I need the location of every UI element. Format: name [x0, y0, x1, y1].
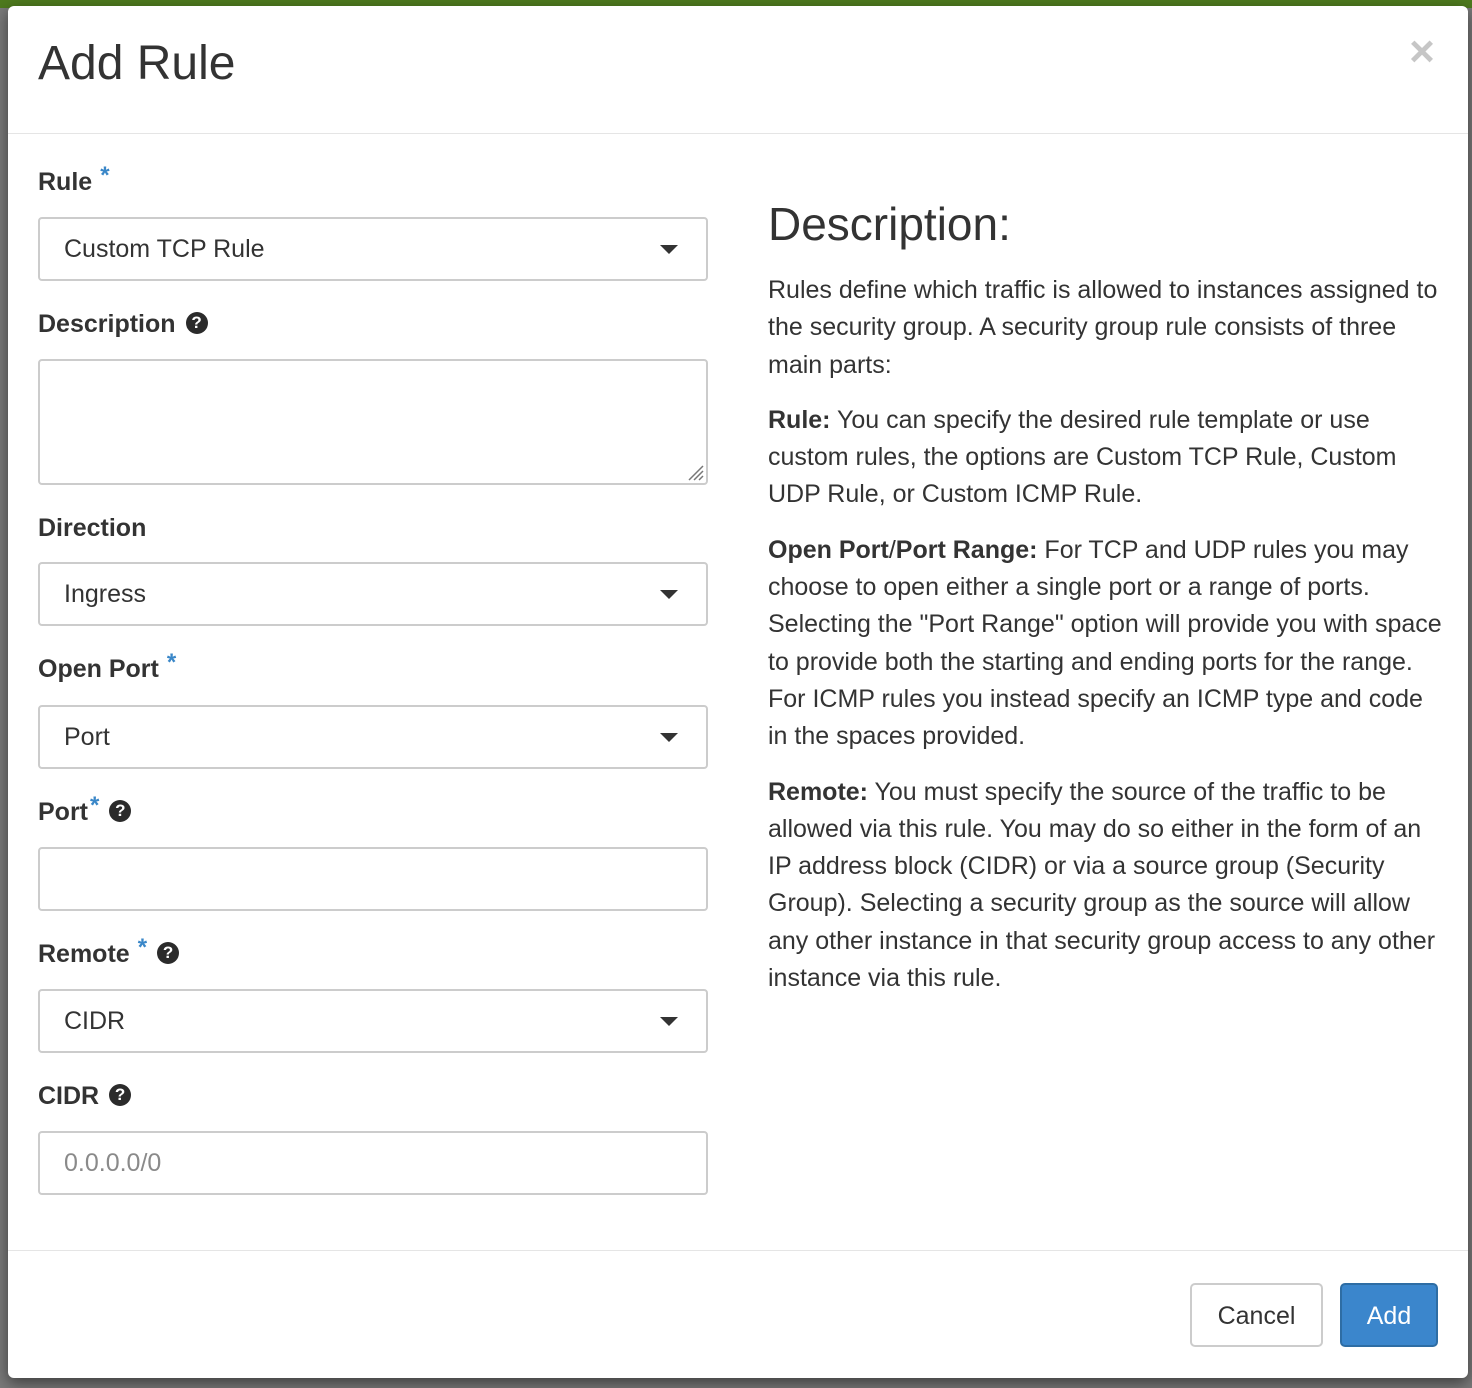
cancel-button[interactable]: Cancel [1190, 1283, 1323, 1347]
help-open-port-separator: / [888, 535, 896, 564]
help-rule-paragraph [768, 402, 1448, 514]
dialog-header [8, 6, 1468, 134]
port-input[interactable] [38, 847, 708, 911]
chevron-down-icon [660, 590, 678, 599]
remote-select[interactable] [38, 989, 708, 1053]
help-rule-term: Rule: [768, 405, 831, 434]
required-marker: * [100, 162, 110, 189]
cidr-label: CIDR ? [38, 1082, 131, 1111]
open-port-select[interactable] [38, 705, 708, 769]
description-textarea[interactable] [38, 359, 708, 485]
direction-label: Direction [38, 514, 147, 542]
help-intro: Rules define which traffic is allowed to instances assigned to the security group. A security group rule consists of three main parts: [768, 276, 1438, 379]
rule-select[interactable] [38, 217, 708, 281]
help-title: Description: [768, 198, 1011, 250]
add-rule-dialog [8, 6, 1468, 1378]
chevron-down-icon [660, 245, 678, 254]
resize-grip-icon[interactable] [684, 461, 704, 481]
help-remote-text: You must specify the source of the traffic to be allowed via this rule. You may do so either in the form of an IP address block (CIDR) or via a source group (Security Group). Selecting a security group as the source will allow any other instance in that security group access to any other instance via this rule. [768, 777, 1436, 993]
add-button[interactable]: Add [1340, 1283, 1438, 1347]
question-circle-icon[interactable]: ? [157, 942, 179, 964]
cidr-placeholder: 0.0.0.0/0 [64, 1149, 162, 1177]
rule-label: Rule * [38, 162, 110, 196]
required-marker: * [137, 934, 148, 961]
chevron-down-icon [660, 733, 678, 742]
dialog-footer [8, 1250, 1468, 1378]
remote-select-value: CIDR [64, 1007, 126, 1035]
help-remote-paragraph [768, 774, 1448, 998]
help-rule-text: You can specify the desired rule template or use custom rules, the options are Custom TCP Rule, Custom UDP Rule, or Custom ICMP Rule. [768, 405, 1397, 509]
chevron-down-icon [660, 1017, 678, 1026]
help-remote-term: Remote: [768, 777, 869, 806]
question-circle-icon[interactable]: ? [186, 312, 208, 334]
open-port-select-value: Port [64, 723, 110, 751]
help-panel [768, 196, 1448, 997]
open-port-label: Open Port * [38, 649, 177, 683]
help-open-port-paragraph [768, 532, 1448, 756]
close-icon[interactable]: × [1409, 27, 1435, 76]
dialog-title: Add Rule [38, 37, 236, 90]
question-circle-icon[interactable]: ? [109, 800, 131, 822]
required-marker: * [166, 649, 177, 676]
description-label: Description ? [38, 310, 208, 339]
port-label: Port* ? [38, 798, 131, 827]
remote-label: Remote * ? [38, 940, 179, 969]
rule-select-value: Custom TCP Rule [64, 235, 265, 263]
help-open-port-text: For TCP and UDP rules you may choose to open either a single port or a range of ports. Selecting the "Port Range" option will provide you with space to provide both the starting and ending ports for the range. For ICMP rules you instead specify an ICMP type and code in the spaces provided. [768, 535, 1442, 751]
help-port-range-term: Port Range: [895, 535, 1038, 564]
cidr-input[interactable] [38, 1131, 708, 1195]
question-circle-icon[interactable]: ? [109, 1084, 131, 1106]
direction-select-value: Ingress [64, 580, 146, 608]
required-marker: * [90, 792, 100, 819]
direction-select[interactable] [38, 562, 708, 626]
help-open-port-term: Open Port [768, 535, 889, 564]
